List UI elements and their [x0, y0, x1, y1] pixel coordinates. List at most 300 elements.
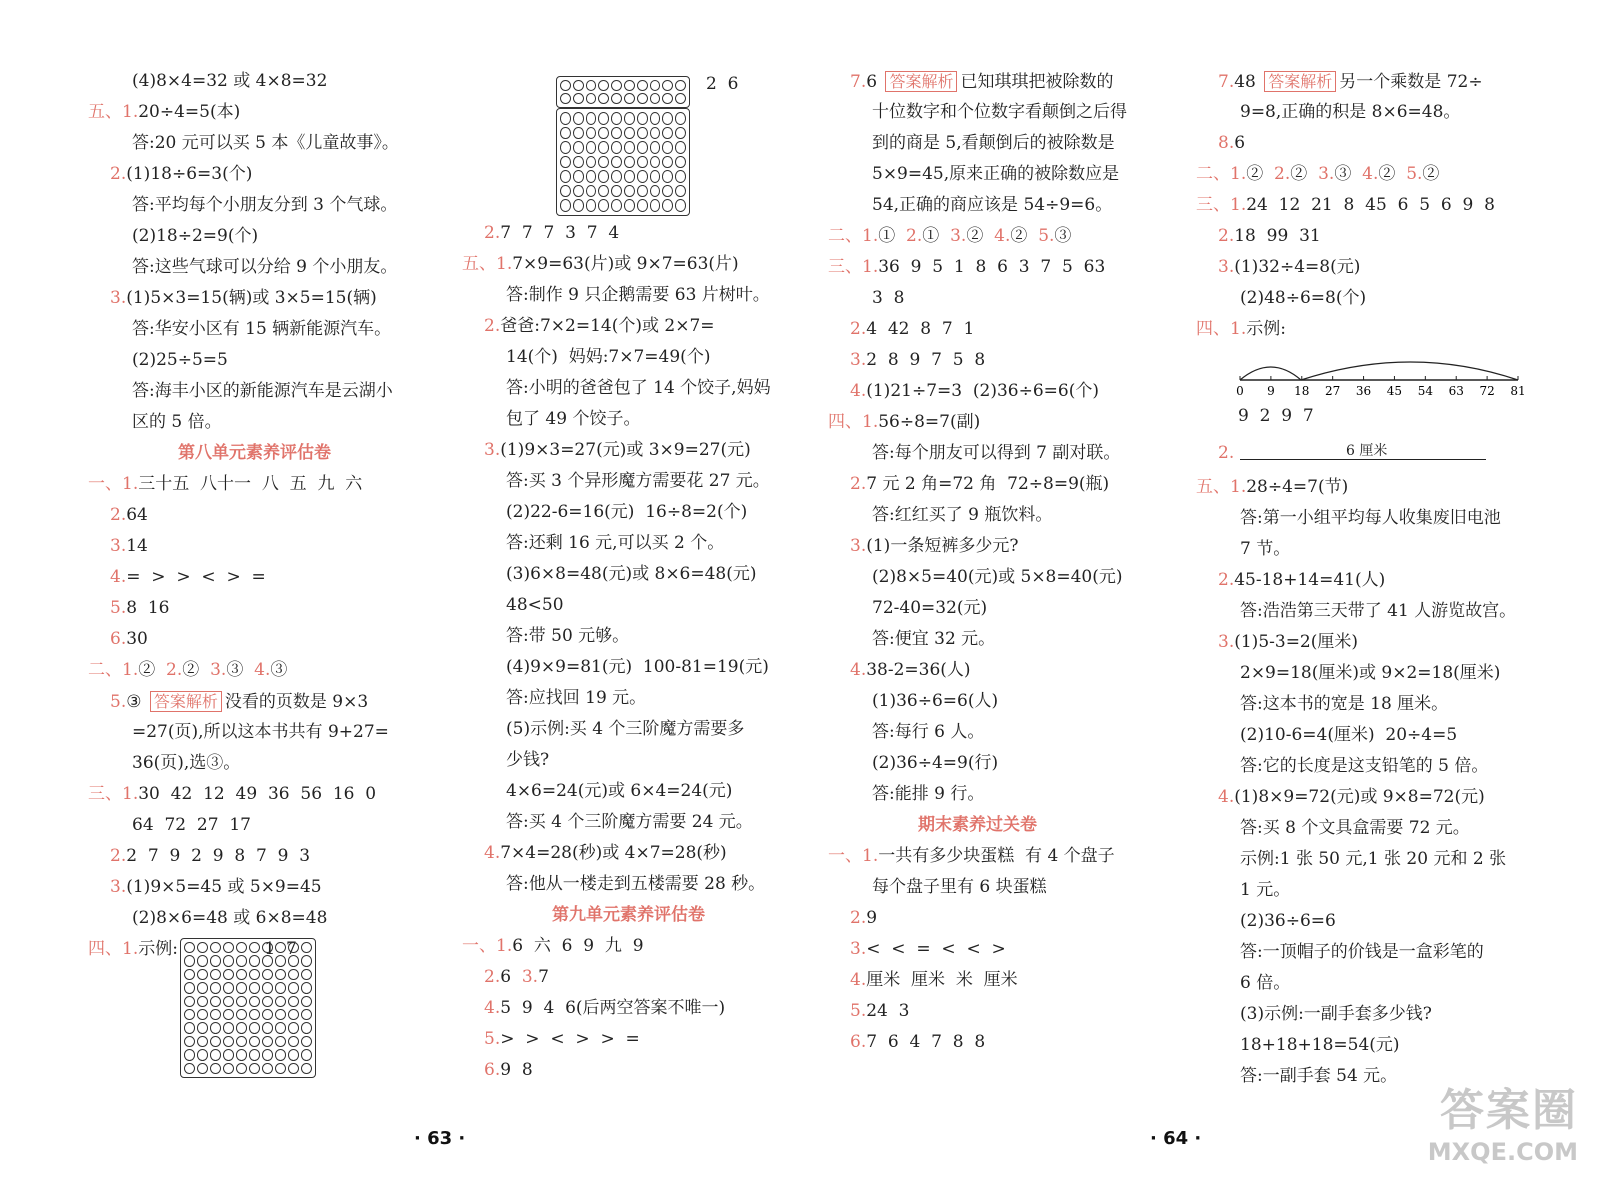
answer-text: 答:还剩 16 元,可以买 2 个。 — [506, 533, 725, 553]
answer-line — [88, 190, 448, 221]
answer-text: 答:制作 9 只企鹅需要 63 片树叶。 — [506, 285, 770, 305]
page-number-left: · 63 · — [414, 1128, 466, 1149]
answer-line — [462, 869, 822, 900]
item-number: 3. — [1218, 632, 1235, 652]
answer-text: 45-18+14=41(人) — [1234, 570, 1386, 590]
answer-line — [1196, 252, 1556, 283]
circle — [236, 1036, 247, 1047]
circle — [624, 141, 635, 154]
item-number: 三、1. — [1196, 195, 1247, 215]
circle — [236, 1063, 247, 1074]
tick-label: 36 — [1355, 384, 1372, 398]
answer-text: ③ — [126, 692, 147, 712]
answer-text: 9 8 — [500, 1060, 533, 1080]
circle — [301, 1009, 312, 1020]
item-number: 3. — [210, 660, 227, 680]
answer-text: (4)9×9=81(元) 100-81=19(元) — [506, 657, 769, 677]
circle — [560, 112, 571, 125]
answer-text: 答:红红买了 9 瓶饮料。 — [872, 505, 1053, 525]
item-number: 四、1. — [828, 412, 879, 432]
circle — [236, 955, 247, 966]
circle — [598, 170, 609, 183]
circle — [560, 127, 571, 140]
circle — [637, 199, 648, 212]
answer-text: 答:这本书的宽是 18 厘米。 — [1240, 694, 1449, 714]
answer-text: ③ — [1334, 164, 1363, 184]
answer-text: 答:一副手套 54 元。 — [1240, 1066, 1398, 1086]
item-number: 2. — [1274, 164, 1291, 184]
answer-line — [462, 342, 822, 373]
circle — [184, 1049, 195, 1060]
answer-text: 1 元。 — [1240, 880, 1291, 900]
segment-label: 6 厘米 — [1346, 443, 1388, 459]
item-number: 5. — [850, 1001, 867, 1021]
answer-text: 56÷8=7(副) — [878, 412, 981, 432]
circle — [624, 156, 635, 169]
circle — [262, 1036, 273, 1047]
circle — [197, 1009, 208, 1020]
item-number: 2. — [484, 223, 501, 243]
answer-text: ② — [182, 660, 211, 680]
answer-line — [828, 965, 1188, 996]
answer-text: 答:每行 6 人。 — [872, 722, 985, 742]
circle — [675, 112, 686, 125]
answer-line — [828, 686, 1188, 717]
answer-line — [1196, 159, 1556, 190]
answer-line — [828, 252, 1188, 283]
answer-line — [1196, 283, 1556, 314]
answer-line — [828, 562, 1188, 593]
answer-line — [88, 903, 448, 934]
item-number: 四、1. — [88, 939, 139, 959]
answer-text: ② — [1010, 226, 1039, 246]
answer-text: 5×9=45,原来正确的被除数应是 — [872, 164, 1120, 184]
circle — [288, 1049, 299, 1060]
number-line-answers: 9 2 9 7 — [1238, 406, 1314, 426]
answer-text: 答:华安小区有 15 辆新能源汽车。 — [132, 319, 392, 339]
circle — [675, 80, 686, 91]
answer-line — [1196, 97, 1556, 128]
item-number: 2. — [850, 908, 867, 928]
circle — [598, 127, 609, 140]
item-number: 7. — [850, 72, 867, 92]
analysis-tag: 答案解析 — [885, 71, 957, 92]
circle — [210, 955, 221, 966]
answer-text: 没看的页数是 9×3 — [224, 692, 369, 712]
answer-text: 答:它的长度是这支铅笔的 5 倍。 — [1240, 756, 1489, 776]
answer-line — [1196, 782, 1556, 813]
answer-text: 18 99 31 — [1234, 226, 1321, 246]
circle — [573, 185, 584, 198]
circle — [573, 93, 584, 104]
circle — [301, 996, 312, 1007]
answer-line — [462, 311, 822, 342]
circle — [662, 112, 673, 125]
circle — [301, 942, 312, 953]
tick-label: 54 — [1417, 384, 1433, 398]
circle — [598, 156, 609, 169]
answer-text: 答:这些气球可以分给 9 个小朋友。 — [132, 257, 398, 277]
circle — [560, 141, 571, 154]
answer-text: (2)36÷6=6 — [1240, 911, 1336, 931]
answer-text: (1)18÷6=3(个) — [126, 164, 253, 184]
answer-line — [88, 500, 448, 531]
answer-line — [462, 559, 822, 590]
answer-text: 到的商是 5,看颠倒后的被除数是 — [872, 133, 1115, 153]
circle — [624, 112, 635, 125]
answer-line — [828, 438, 1188, 469]
circle-grid-2b — [556, 108, 690, 216]
circle — [662, 199, 673, 212]
answer-line — [462, 807, 822, 838]
answer-text: 答:浩浩第三天带了 41 人游览故宫。 — [1240, 601, 1517, 621]
item-number: 2. — [484, 967, 501, 987]
circle — [586, 112, 597, 125]
item-number: 4. — [484, 843, 501, 863]
answer-text: 30 42 12 49 36 56 16 0 — [138, 784, 377, 804]
segment-question: 2. — [1218, 443, 1235, 463]
answer-text: 示例: — [1246, 319, 1286, 339]
item-number: 3. — [1318, 164, 1335, 184]
item-number: 4. — [850, 381, 867, 401]
item-number: 3. — [850, 536, 867, 556]
watermark-url: MXQE.COM — [1427, 1138, 1578, 1166]
grid-answer: 2 6 — [706, 74, 739, 94]
answer-text: ③ — [270, 660, 288, 680]
item-number: 3. — [1218, 257, 1235, 277]
tick-label: 27 — [1325, 384, 1341, 398]
circle — [560, 170, 571, 183]
item-number: 6. — [110, 629, 127, 649]
circle — [637, 93, 648, 104]
circle — [637, 80, 648, 91]
circle — [301, 955, 312, 966]
answer-text: 9 — [866, 908, 878, 928]
answer-text: 答:应找回 19 元。 — [506, 688, 647, 708]
item-number: 4. — [1362, 164, 1379, 184]
answer-text: 48<50 — [506, 595, 564, 615]
answer-line — [462, 1024, 822, 1055]
circle — [275, 955, 286, 966]
answer-line — [462, 993, 822, 1024]
answer-text: 厘米 厘米 米 厘米 — [866, 970, 1018, 990]
circle — [288, 1063, 299, 1074]
answer-line — [88, 748, 448, 779]
answer-line — [462, 745, 822, 776]
circle — [675, 185, 686, 198]
answer-text: 64 — [126, 505, 148, 525]
circle — [662, 93, 673, 104]
answer-text: (2)36÷4=9(行) — [872, 753, 999, 773]
item-number: 5. — [1406, 164, 1423, 184]
analysis-tag: 答案解析 — [1264, 71, 1336, 92]
answer-line — [1196, 66, 1556, 97]
circle — [275, 1063, 286, 1074]
item-number: 2. — [850, 474, 867, 494]
page-number-right: · 64 · — [1150, 1128, 1202, 1149]
answer-line — [88, 810, 448, 841]
circle — [249, 955, 260, 966]
section-title: 期末素养过关卷 — [918, 815, 1037, 835]
circle — [624, 199, 635, 212]
answer-line — [462, 218, 822, 249]
answer-text: = > > < > = — [126, 567, 266, 587]
watermark-logo: 答案圈 — [1440, 1085, 1578, 1136]
circle — [560, 185, 571, 198]
circle — [184, 982, 195, 993]
circle — [586, 93, 597, 104]
answer-text: 7 7 7 3 7 4 — [500, 223, 620, 243]
item-number: 6. — [850, 1032, 867, 1052]
answer-line — [88, 345, 448, 376]
answer-text: 54,正确的商应该是 54÷9=6。 — [872, 195, 1113, 215]
tick-label: 72 — [1479, 384, 1495, 398]
item-number: 3. — [110, 877, 127, 897]
answer-text: 7 节。 — [1240, 539, 1291, 559]
circle — [184, 1036, 195, 1047]
item-number: 三、1. — [88, 784, 139, 804]
answer-text: 72-40=32(元) — [872, 598, 988, 618]
circle — [236, 996, 247, 1007]
answer-line — [88, 159, 448, 190]
answer-text: 36(页),选③。 — [132, 753, 241, 773]
answer-line — [88, 531, 448, 562]
answer-text: (1)32÷4=8(元) — [1234, 257, 1361, 277]
answer-text: 28÷4=7(节) — [1246, 477, 1349, 497]
circle — [275, 942, 286, 953]
answer-text: 答:买 3 个异形魔方需要花 27 元。 — [506, 471, 770, 491]
answer-line — [1196, 627, 1556, 658]
answer-text: (2)48÷6=8(个) — [1240, 288, 1367, 308]
section-title: 第九单元素养评估卷 — [552, 905, 705, 925]
answer-text: 24 3 — [866, 1001, 910, 1021]
circle — [262, 1049, 273, 1060]
answer-text: 30 — [126, 629, 148, 649]
answer-text: 每个盘子里有 6 块蛋糕 — [872, 877, 1047, 897]
circle — [210, 996, 221, 1007]
item-number: 3. — [110, 536, 127, 556]
item-number: 2. — [110, 164, 127, 184]
item-number: 2. — [906, 226, 923, 246]
column-4-top — [1196, 66, 1556, 345]
circle — [675, 156, 686, 169]
answer-text: 答:带 50 元够。 — [506, 626, 630, 646]
circle — [573, 170, 584, 183]
circle — [197, 1049, 208, 1060]
circle — [573, 127, 584, 140]
circle — [650, 80, 661, 91]
circle — [288, 996, 299, 1007]
answer-line — [1196, 596, 1556, 627]
answer-line — [1196, 221, 1556, 252]
circle — [650, 170, 661, 183]
answer-text: ③ — [1054, 226, 1072, 246]
answer-text: 答:每个朋友可以得到 7 副对联。 — [872, 443, 1121, 463]
circle — [249, 1049, 260, 1060]
circle — [573, 141, 584, 154]
circle — [675, 127, 686, 140]
circle — [288, 969, 299, 980]
answer-text: (1)36÷6=6(人) — [872, 691, 999, 711]
answer-line — [1196, 720, 1556, 751]
answer-text: 示例: 1 7 — [138, 939, 297, 959]
item-number: 二、1. — [828, 226, 879, 246]
answer-line — [88, 97, 448, 128]
circle — [675, 199, 686, 212]
circle — [301, 1022, 312, 1033]
circle — [573, 199, 584, 212]
answer-text: (1)一条短裤多少元? — [866, 536, 1019, 556]
circle — [624, 93, 635, 104]
answer-line — [828, 934, 1188, 965]
answer-text: 答:一顶帽子的价钱是一盒彩笔的 — [1240, 942, 1484, 962]
answer-line — [1196, 565, 1556, 596]
answer-line — [1196, 314, 1556, 345]
answer-text: 64 72 27 17 — [132, 815, 251, 835]
answer-text: (1)8×9=72(元)或 9×8=72(元) — [1234, 787, 1485, 807]
circle — [560, 80, 571, 91]
answer-text: < < = < < > — [866, 939, 1006, 959]
answer-line — [1196, 813, 1556, 844]
item-number: 2. — [1218, 226, 1235, 246]
circle — [262, 955, 273, 966]
answer-line — [1196, 906, 1556, 937]
item-number: 5. — [110, 692, 127, 712]
answer-text: 示例:1 张 50 元,1 张 20 元和 2 张 — [1240, 849, 1507, 869]
circle — [275, 1036, 286, 1047]
answer-line — [88, 314, 448, 345]
answer-line — [828, 190, 1188, 221]
circle — [637, 185, 648, 198]
circle — [223, 1009, 234, 1020]
circle — [611, 127, 622, 140]
circle — [598, 141, 609, 154]
circle — [586, 80, 597, 91]
item-number: 3. — [850, 939, 867, 959]
answer-text: 答:便宜 32 元。 — [872, 629, 996, 649]
answer-line — [828, 376, 1188, 407]
circle — [184, 942, 195, 953]
item-number: 4. — [1218, 787, 1235, 807]
circle — [197, 1063, 208, 1074]
answer-text: ② — [1246, 164, 1275, 184]
answer-line — [88, 66, 448, 97]
circle — [301, 982, 312, 993]
answer-line — [828, 1027, 1188, 1058]
tick-label: 0 — [1236, 384, 1244, 398]
answer-line — [828, 903, 1188, 934]
item-number: 6. — [484, 1060, 501, 1080]
circle — [223, 982, 234, 993]
circle — [184, 1009, 195, 1020]
circle — [586, 170, 597, 183]
circle — [184, 996, 195, 1007]
answer-line — [828, 996, 1188, 1027]
circle — [197, 942, 208, 953]
circle — [197, 955, 208, 966]
circle — [275, 996, 286, 1007]
answer-line — [88, 624, 448, 655]
answer-text: ① — [922, 226, 951, 246]
answer-text: 6 倍。 — [1240, 973, 1291, 993]
circle — [301, 1049, 312, 1060]
circle — [598, 80, 609, 91]
answer-text: ② — [1422, 164, 1440, 184]
item-number: 4. — [110, 567, 127, 587]
circle — [184, 969, 195, 980]
column-4-bottom — [1196, 472, 1556, 1092]
circle — [662, 170, 673, 183]
circle — [249, 982, 260, 993]
answer-line — [88, 593, 448, 624]
answer-text: 7×9=63(片)或 9×7=63(片) — [512, 254, 739, 274]
circle — [197, 969, 208, 980]
answer-line — [462, 652, 822, 683]
circle — [637, 141, 648, 154]
segment-line — [1240, 459, 1486, 460]
answer-text: ② — [1378, 164, 1407, 184]
answer-line — [462, 621, 822, 652]
circle — [624, 170, 635, 183]
circle — [262, 1063, 273, 1074]
answer-line — [88, 562, 448, 593]
answer-text: 答:20 元可以买 5 本《儿童故事》。 — [132, 133, 399, 153]
circle — [586, 199, 597, 212]
item-number: 一、1. — [462, 936, 513, 956]
answer-line — [462, 683, 822, 714]
answer-line — [828, 500, 1188, 531]
circle — [650, 185, 661, 198]
answer-text: 答:小明的爸爸包了 14 个饺子,妈妈 — [506, 378, 771, 398]
item-number: 3. — [521, 967, 539, 987]
circle — [223, 1063, 234, 1074]
item-number: 4. — [850, 660, 867, 680]
circle — [598, 112, 609, 125]
answer-text: (3)示例:一副手套多少钱? — [1240, 1004, 1432, 1024]
circle — [611, 170, 622, 183]
answer-text: (3)6×8=48(元)或 8×6=48(元) — [506, 564, 757, 584]
answer-text: 7 元 2 角=72 角 72÷8=9(瓶) — [866, 474, 1110, 494]
answer-line — [828, 314, 1188, 345]
circle — [560, 156, 571, 169]
answer-text: ① — [878, 226, 907, 246]
answer-line — [828, 717, 1188, 748]
circle — [288, 1036, 299, 1047]
answer-text: 4×6=24(元)或 6×4=24(元) — [506, 781, 733, 801]
answer-line — [828, 779, 1188, 810]
circle — [249, 942, 260, 953]
column-2 — [462, 218, 822, 1086]
answer-text: (2)8×6=48 或 6×8=48 — [132, 908, 328, 928]
answer-line — [88, 469, 448, 500]
circle — [262, 942, 273, 953]
answer-line — [1196, 658, 1556, 689]
answer-line — [462, 776, 822, 807]
answer-line — [828, 283, 1188, 314]
answer-text: (1)9×3=27(元)或 3×9=27(元) — [500, 440, 751, 460]
answer-line — [462, 590, 822, 621]
answer-line — [828, 407, 1188, 438]
item-number: 一、1. — [828, 846, 879, 866]
answer-text: 包了 49 个饺子。 — [506, 409, 641, 429]
circle — [249, 1022, 260, 1033]
answer-text: =27(页),所以这本书共有 9+27= — [132, 722, 389, 742]
circle — [288, 1022, 299, 1033]
column-1 — [88, 66, 448, 965]
circle — [236, 942, 247, 953]
circle — [249, 1063, 260, 1074]
circle — [275, 969, 286, 980]
